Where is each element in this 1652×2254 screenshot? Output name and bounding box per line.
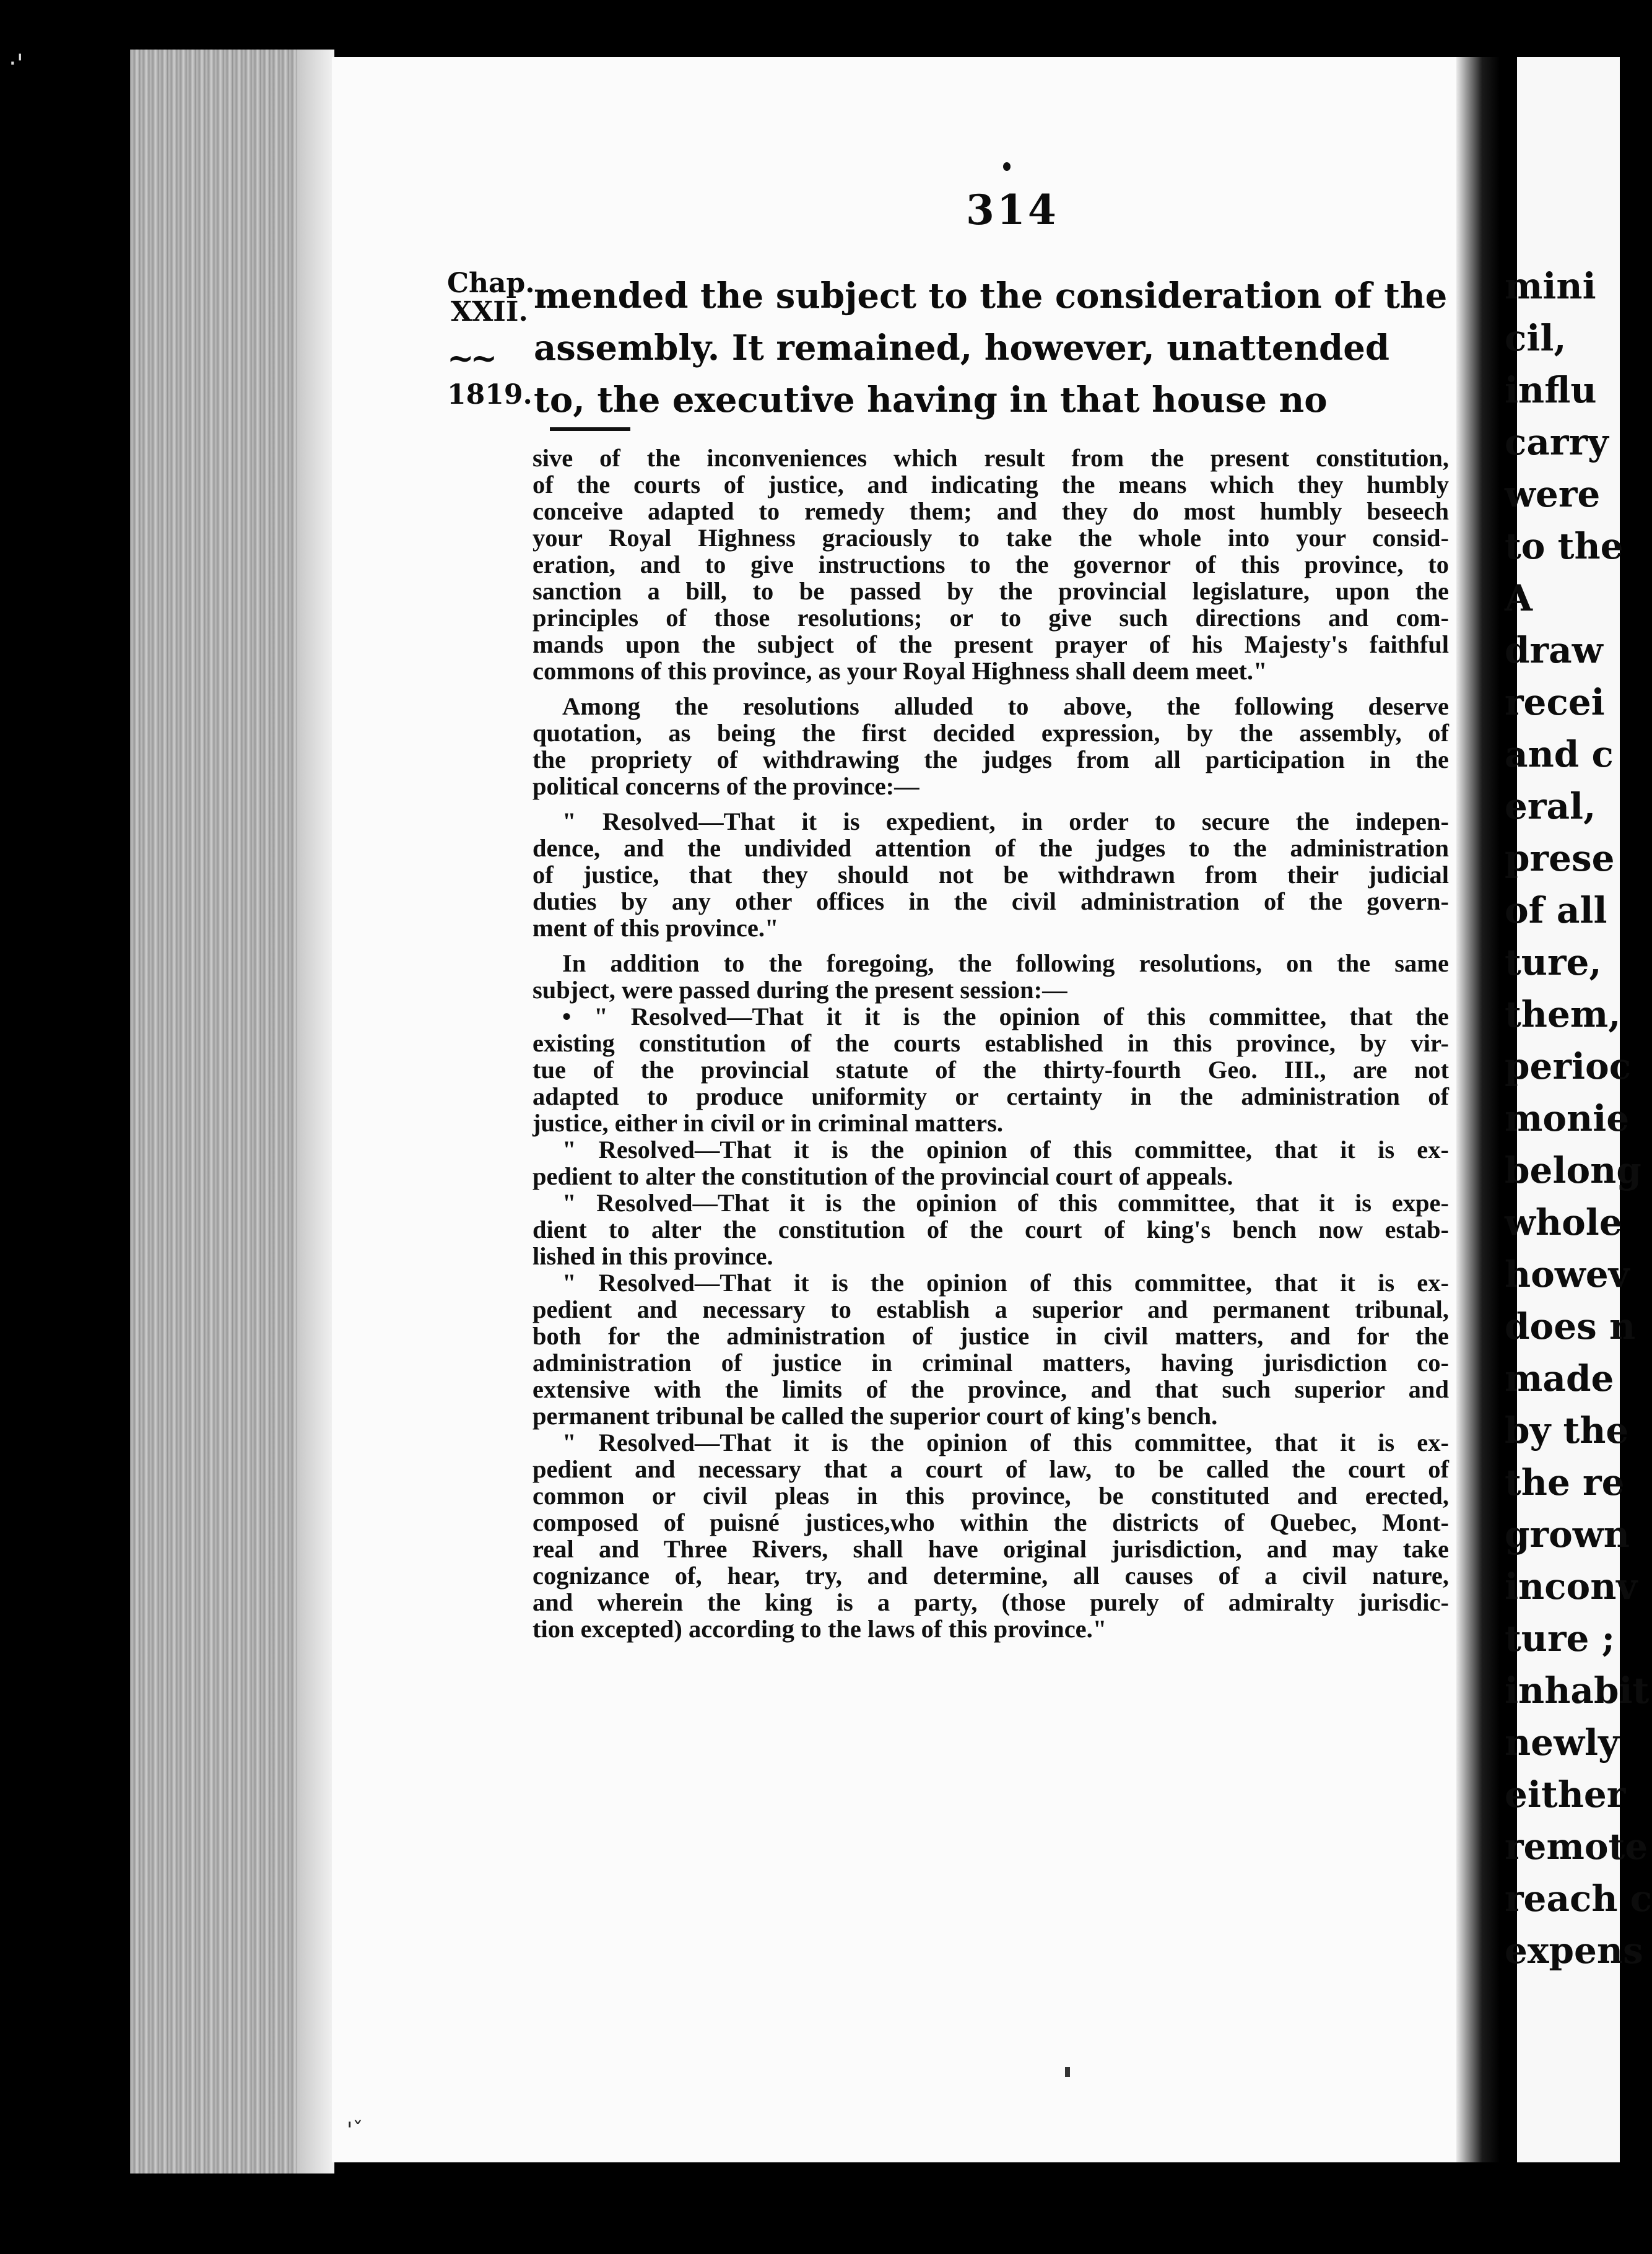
- text-line: In addition to the foregoing, the following resolutions, on the same: [562, 949, 1449, 977]
- body-line-large: to, the executive having in that house no: [534, 380, 1328, 420]
- text-line: eration, and to give instructions to the governor of this province, to: [533, 550, 1449, 578]
- text-line: existing constitution of the courts established in this province, by vir-: [533, 1029, 1449, 1057]
- text-line: lished in this province.: [533, 1242, 773, 1270]
- ink-dot: [1003, 162, 1011, 171]
- text-line: permanent tribunal be called the superior court of king's bench.: [533, 1402, 1218, 1430]
- fragment-line: to the: [1505, 525, 1624, 567]
- text-line: composed of puisné justices,who within the districts of Quebec, Mont-: [533, 1508, 1449, 1536]
- fragment-line: and c: [1505, 733, 1614, 775]
- body-line-large: assembly. It remained, however, unattended: [534, 328, 1389, 368]
- text-line: both for the administration of justice in civil matters, and for the: [533, 1322, 1449, 1350]
- text-line: tion excepted) according to the laws of this province.": [533, 1615, 1107, 1643]
- body-line-large: mended the subject to the consideration of the: [534, 276, 1448, 316]
- margin-year: 1819.: [447, 379, 533, 411]
- text-line: administration of justice in criminal matters, having jurisdiction co-: [533, 1349, 1449, 1377]
- text-line: pedient and necessary to establish a superior and permanent tribunal,: [533, 1295, 1449, 1323]
- fragment-line: perioc: [1505, 1045, 1632, 1087]
- text-line: adapted to produce uniformity or certainty in the administration of: [533, 1082, 1449, 1110]
- text-line: sanction a bill, to be passed by the provincial legislature, upon the: [533, 577, 1449, 605]
- fragment-line: expens: [1505, 1930, 1643, 1972]
- fragment-line: whole: [1505, 1201, 1622, 1243]
- right-page-text-fragments: [1505, 260, 1652, 1977]
- scan-artifact-mark: ·': [9, 50, 24, 78]
- text-line: mands upon the subject of the present prayer of his Majesty's faithful: [533, 630, 1449, 658]
- text-line: dient to alter the constitution of the court of king's bench now estab-: [533, 1216, 1449, 1243]
- page-stack-edge-highlight: [297, 50, 334, 2174]
- text-line: justice, either in civil or in criminal matters.: [533, 1109, 1003, 1137]
- fragment-line: of all: [1505, 889, 1607, 931]
- fragment-line: A: [1505, 577, 1533, 619]
- fragment-line: newly: [1505, 1721, 1619, 1764]
- fragment-line: by the: [1505, 1409, 1629, 1451]
- fragment-line: eral,: [1505, 785, 1596, 827]
- fragment-line: either: [1505, 1773, 1626, 1816]
- fragment-line: draw: [1505, 629, 1603, 671]
- text-line: your Royal Highness graciously to take the whole into your consid-: [533, 524, 1449, 552]
- book-gutter: [1456, 57, 1500, 2162]
- text-line: " Resolved—That it is the opinion of this committee, that it is expe-: [562, 1189, 1449, 1217]
- fragment-line: the re: [1505, 1461, 1625, 1503]
- text-line: real and Three Rivers, shall have original jurisdiction, and may take: [533, 1535, 1449, 1563]
- text-line: Among the resolutions alluded to above, the following deserve: [562, 692, 1449, 720]
- fragment-line: reach c: [1505, 1878, 1652, 1920]
- text-line: pedient and necessary that a court of law, to be called the court of: [533, 1455, 1449, 1483]
- text-line: of justice, that they should not be withdrawn from their judicial: [533, 861, 1449, 889]
- fragment-line: influ: [1505, 369, 1597, 411]
- text-line: " Resolved—That it is the opinion of this committee, that it is ex-: [562, 1269, 1449, 1297]
- text-line: ment of this province.": [533, 914, 779, 942]
- text-line: extensive with the limits of the province, and that such superior and: [533, 1375, 1449, 1403]
- text-line: duties by any other offices in the civil administration of the govern-: [533, 887, 1449, 915]
- scan-artifact-mark: 'ˇ: [347, 2118, 363, 2143]
- text-line: commons of this province, as your Royal Highness shall deem meet.": [533, 657, 1267, 685]
- fragment-line: mini: [1505, 265, 1596, 307]
- text-line: sive of the inconveniences which result from the present constitution,: [533, 444, 1449, 472]
- page-number: 314: [966, 186, 1059, 234]
- fragment-line: ture ;: [1505, 1617, 1615, 1660]
- text-line: • " Resolved—That it it is the opinion of this committee, that the: [562, 1003, 1449, 1030]
- fragment-line: belong: [1505, 1149, 1641, 1191]
- margin-chapter-label: Chap.: [447, 268, 535, 299]
- text-line: " Resolved—That it is the opinion of this committee, that it is ex-: [562, 1136, 1449, 1164]
- text-line: pedient to alter the constitution of the provincial court of appeals.: [533, 1162, 1233, 1190]
- text-line: subject, were passed during the present session:—: [533, 976, 1067, 1004]
- fragment-line: ture,: [1505, 941, 1602, 983]
- text-line: principles of those resolutions; or to give such directions and com-: [533, 604, 1449, 632]
- margin-swash-ornament: ~~: [447, 339, 494, 377]
- text-line: and wherein the king is a party, (those purely of admiralty jurisdic-: [533, 1588, 1449, 1616]
- quoted-text-block: [533, 445, 1449, 1642]
- fragment-line: remote: [1505, 1825, 1648, 1868]
- text-line: the propriety of withdrawing the judges from all participation in the: [533, 746, 1449, 773]
- fragment-line: recei: [1505, 681, 1605, 723]
- fragment-line: inhabit: [1505, 1669, 1650, 1712]
- fragment-line: inconv: [1505, 1565, 1638, 1608]
- fragment-line: were: [1505, 473, 1601, 515]
- text-line: dence, and the undivided attention of the judges to the administration: [533, 834, 1449, 862]
- text-line: political concerns of the province:—: [533, 772, 919, 800]
- ink-speck: [1065, 2067, 1070, 2077]
- fragment-line: them,: [1505, 993, 1621, 1035]
- text-line: quotation, as being the first decided expression, by the assembly, of: [533, 719, 1449, 747]
- fragment-line: made: [1505, 1357, 1614, 1399]
- text-line: " Resolved—That it is expedient, in order to secure the indepen-: [562, 807, 1449, 835]
- fragment-line: grown: [1505, 1513, 1630, 1556]
- fragment-line: prese: [1505, 837, 1615, 879]
- text-line: of the courts of justice, and indicating the means which they humbly: [533, 471, 1449, 498]
- text-line: cognizance of, hear, try, and determine, all causes of a civil nature,: [533, 1562, 1449, 1590]
- fragment-line: howev: [1505, 1253, 1630, 1295]
- text-line: common or civil pleas in this province, be constituted and erected,: [533, 1482, 1449, 1510]
- fragment-line: cil,: [1505, 317, 1567, 359]
- text-line: " Resolved—That it is the opinion of this committee, that it is ex-: [562, 1429, 1449, 1456]
- fragment-line: monie: [1505, 1097, 1630, 1139]
- fragment-line: does n: [1505, 1305, 1636, 1347]
- text-line: tue of the provincial statute of the thirty-fourth Geo. III., are not: [533, 1056, 1449, 1084]
- text-line: conceive adapted to remedy them; and they do most humbly beseech: [533, 497, 1449, 525]
- dash-rule: [550, 427, 630, 431]
- margin-chapter-number: XXII.: [451, 296, 528, 328]
- fragment-line: carry: [1505, 421, 1609, 463]
